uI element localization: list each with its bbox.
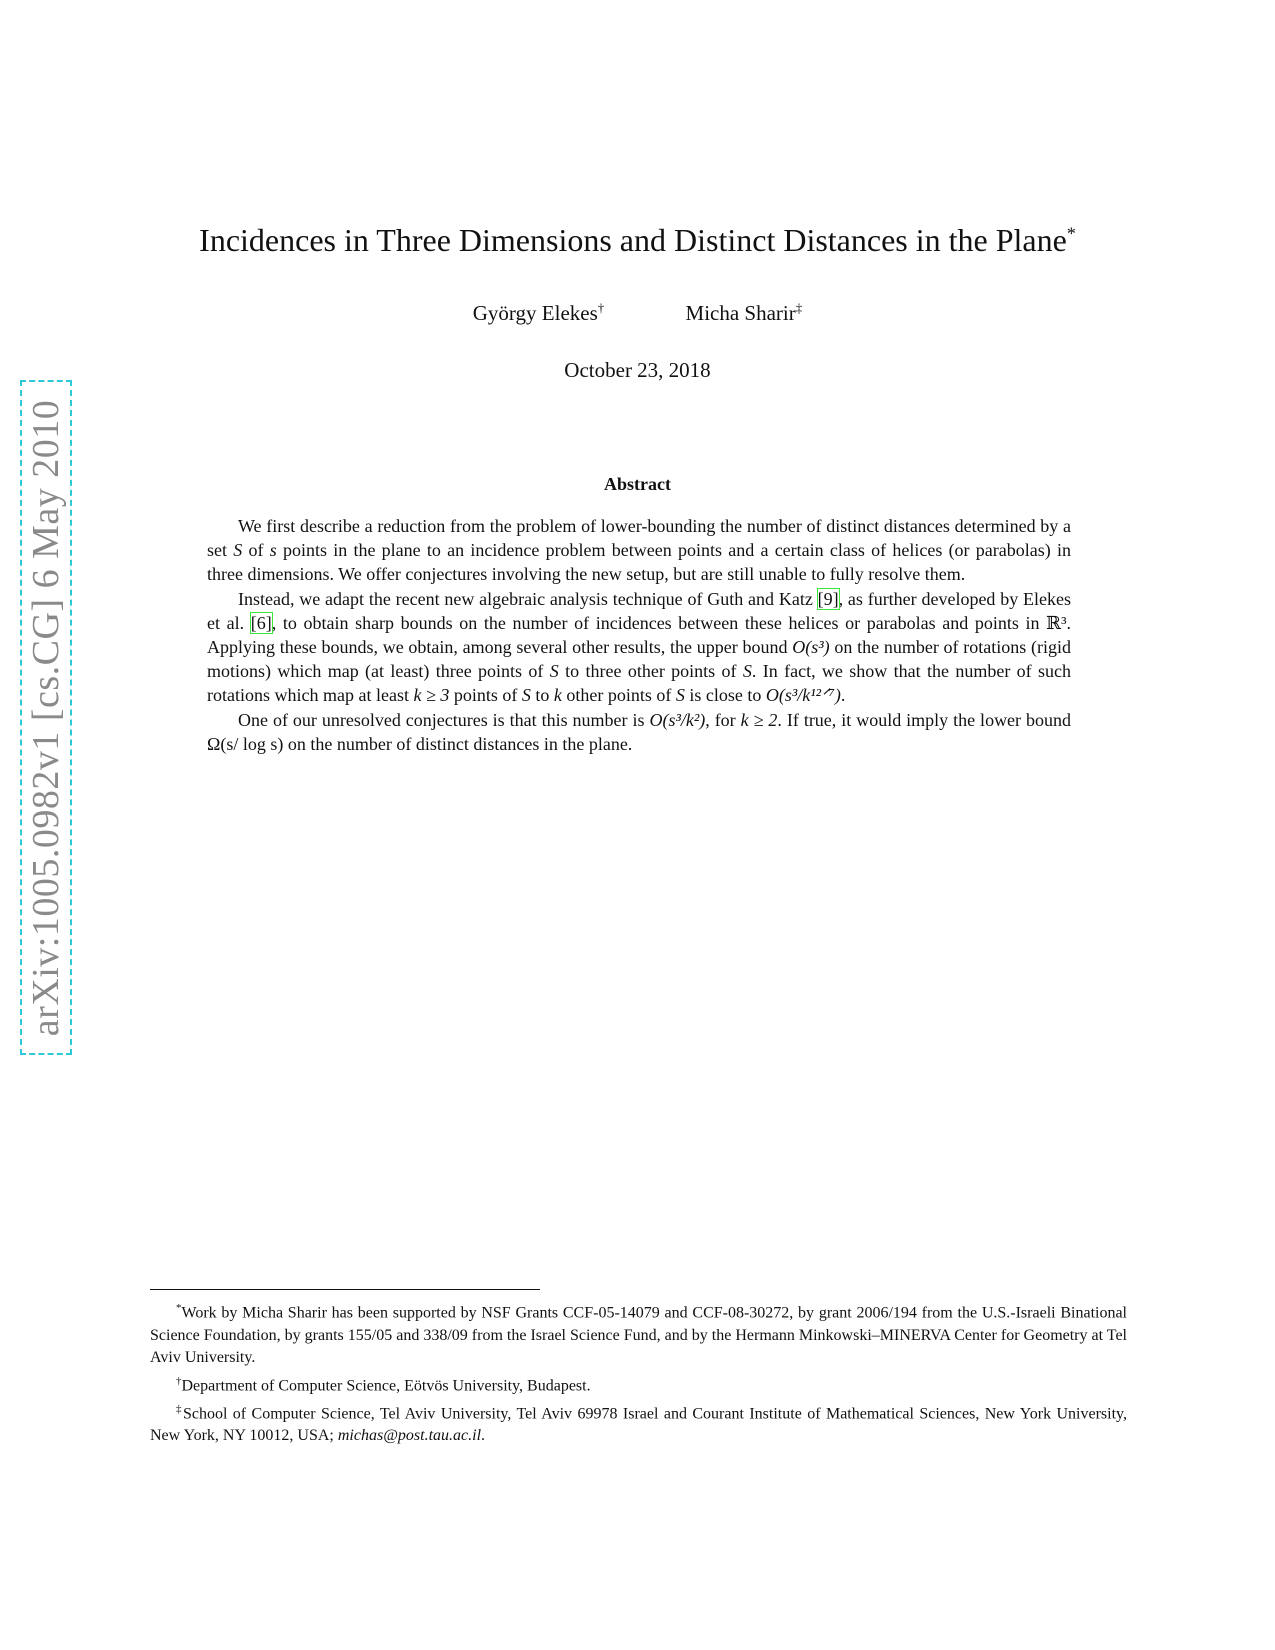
- math-inline: ℝ³: [1046, 612, 1067, 633]
- author-2: [686, 300, 803, 326]
- footnote-affiliation-1: [150, 1370, 1127, 1398]
- text-run: points in the plane to an incidence problem between points and a certain class of helices (or parabolas) in three dimensions. We offer conjectures involving the new setup, but are still unable to fully resolve them.: [207, 540, 1071, 585]
- text-run: to three other points of: [558, 661, 743, 682]
- math-inline: s: [269, 540, 277, 561]
- citation-link[interactable]: [9]: [817, 588, 839, 609]
- math-inline: S: [549, 661, 559, 682]
- math-inline: k ≥ 3: [413, 685, 450, 706]
- title-text: Incidences in Three Dimensions and Distinct Distances in the Plane: [199, 222, 1067, 258]
- footnote-text: Department of Computer Science, Eötvös University, Budapest.: [181, 1377, 591, 1395]
- paper-date: October 23, 2018: [564, 358, 711, 382]
- text-run: of: [242, 540, 270, 561]
- author-footnote-mark: †: [597, 300, 605, 315]
- footnote-text-end: .: [481, 1427, 486, 1445]
- author-name: György Elekes: [472, 301, 598, 325]
- math-inline: O(s³/k²): [649, 709, 706, 730]
- text-run: , for: [705, 709, 741, 730]
- footnote-mark: *: [176, 1302, 182, 1314]
- math-inline: S: [233, 540, 243, 561]
- footnote-divider: [150, 1289, 540, 1290]
- abstract-body: [207, 514, 1071, 756]
- text-run: . If true, it would imply the lower bound: [777, 709, 1071, 730]
- math-inline: Ω(s/ log s): [207, 733, 284, 754]
- text-run: One of our unresolved conjectures is that this number is: [238, 709, 650, 730]
- math-inline: S: [521, 685, 531, 706]
- footnote-funding: [150, 1297, 1127, 1370]
- math-inline: S: [675, 685, 685, 706]
- text-run: .: [840, 685, 846, 706]
- text-run: . Applying these bounds, we obtain, among several other results, the upper bound: [207, 612, 1071, 658]
- paper-title: [0, 222, 1275, 259]
- text-run: . In fact, we show that the number of such rotations which map at least: [207, 661, 1072, 706]
- footnote-text: Work by Micha Sharir has been supported by NSF Grants CCF-05-14079 and CCF-08-30272, by grant 2006/194 from the U.S.-Israeli Binational Science Foundation, by grants 155/05 and 338/09 from the Israel Science Fund, and by the Hermann Minkowski–MINERVA Center for Geometry at Tel Aviv University.: [150, 1304, 1127, 1367]
- text-run: to: [530, 685, 554, 706]
- text-run: , to obtain sharp bounds on the number of incidences between these helices or parabolas and points in: [271, 612, 1047, 633]
- footnote-mark: †: [176, 1374, 182, 1387]
- abstract-paragraph-3: [207, 708, 1071, 756]
- title-footnote-mark: *: [1066, 223, 1076, 244]
- footnotes: [150, 1297, 1127, 1448]
- text-run: on the number of distinct distances in the plane.: [283, 733, 633, 754]
- footnote-text: School of Computer Science, Tel Aviv University, Tel Aviv 69978 Israel and Courant Institute of Mathematical Sciences, New York University, New York, NY 10012, USA;: [150, 1404, 1128, 1445]
- citation-link[interactable]: [6]: [250, 612, 272, 633]
- text-run: , as further developed by Elekes et al.: [207, 588, 1072, 633]
- author-footnote-mark: ‡: [795, 300, 803, 315]
- footnote-affiliation-2: [150, 1398, 1127, 1448]
- math-inline: k ≥ 2: [740, 709, 778, 730]
- author-list: [0, 300, 1275, 326]
- text-run: We first describe a reduction from the problem of lower-bounding the number of distinct distances determined by a set: [207, 516, 1071, 561]
- math-inline: O(s³): [792, 637, 830, 658]
- author-1: [473, 300, 605, 326]
- footnote-mark: ‡: [176, 1402, 183, 1415]
- text-run: points of: [449, 685, 522, 706]
- text-run: on the number of rotations (rigid motions) which map (at least) three points of: [207, 637, 1071, 682]
- abstract-paragraph-2: [207, 587, 1071, 708]
- math-inline: k: [553, 685, 562, 706]
- arxiv-id-label: arXiv:1005.0982v1 [cs.CG] 6 May 2010: [25, 399, 67, 1036]
- author-name: Micha Sharir: [685, 301, 796, 325]
- math-inline: O(s³/k¹²ᐟ⁷): [765, 685, 841, 706]
- text-run: other points of: [561, 685, 676, 706]
- text-run: is close to: [684, 685, 766, 706]
- math-inline: S: [742, 661, 752, 682]
- abstract-heading: Abstract: [604, 474, 671, 494]
- author-email: michas@post.tau.ac.il: [337, 1427, 482, 1445]
- text-run: Instead, we adapt the recent new algebraic analysis technique of Guth and Katz: [238, 588, 818, 609]
- abstract-paragraph-1: [207, 514, 1071, 587]
